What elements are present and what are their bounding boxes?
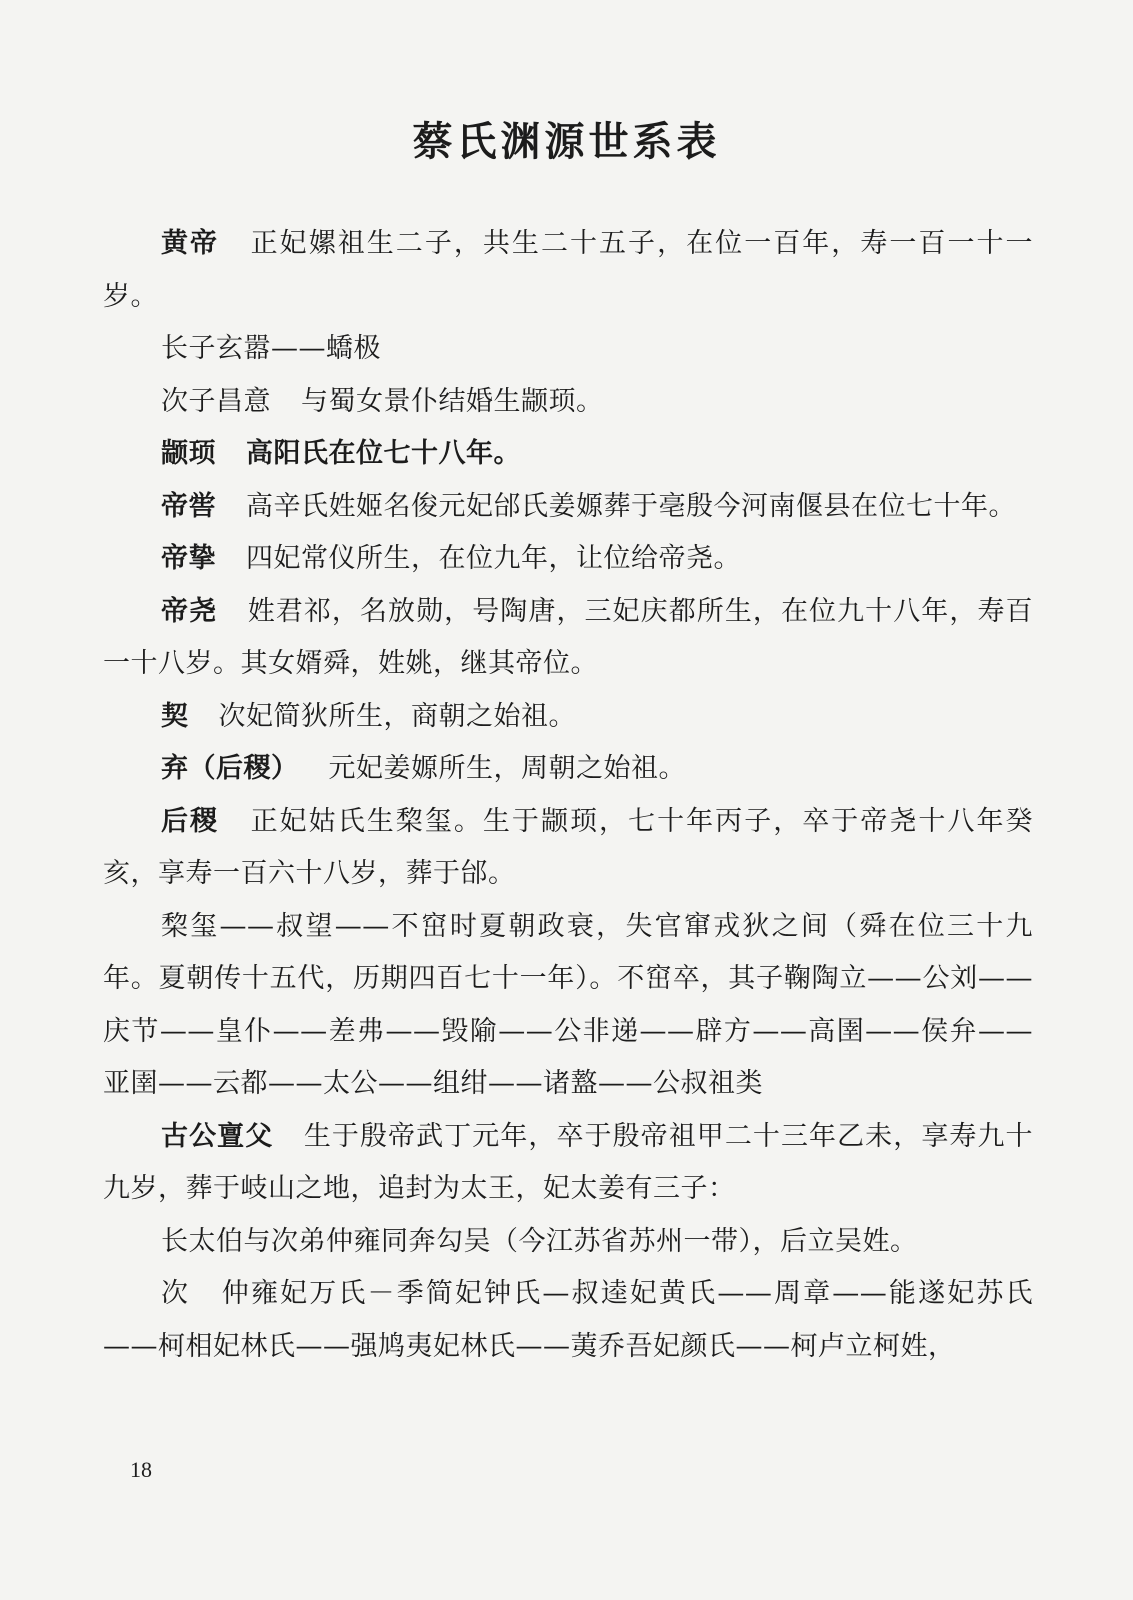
- entry-text: 仲雍妃万氏－季简妃钟氏—叔逵妃黄氏——周章——能遂妃苏氏——柯相妃林氏——强鸠夷妃林氏——荑乔吾妃颜氏——柯卢立柯姓，: [103, 1278, 1034, 1362]
- entry-diyao: [103, 586, 1033, 691]
- entry-text: 长太伯与次弟仲雍同奔勾吴（今江苏省苏州一带），后立吴姓。: [161, 1225, 918, 1257]
- entry-changyi: [103, 376, 1033, 429]
- page-number: 18: [130, 1457, 152, 1482]
- entry-text: 正妃嫘祖生二子，共生二十五子，在位一百年，寿一百一十一岁。: [103, 228, 1034, 312]
- entry-text: 姓君祁，名放勋，号陶唐，三妃庆都所生，在位九十八年，寿百一十八岁。其女婿舜，姓姚，继其帝位。: [103, 595, 1034, 679]
- entry-head: 长子玄嚣——蟜极: [161, 333, 381, 364]
- entry-gugong-danfu: [103, 1111, 1033, 1216]
- entry-houji: [103, 796, 1033, 901]
- entry-text: 与蜀女景仆结婚生颛顼。: [301, 385, 604, 417]
- entry-zhuanxu: [103, 428, 1033, 481]
- entry-text: 次妃简狄所生，商朝之始祖。: [218, 700, 576, 732]
- genealogy-content: [103, 218, 1033, 1373]
- entry-head: 次子昌意: [161, 385, 271, 417]
- entry-diku: [103, 481, 1033, 534]
- entry-taibo: [103, 1216, 1033, 1269]
- entry-zhongyong: [103, 1268, 1033, 1373]
- entry-head: 帝挚: [161, 543, 216, 574]
- entry-head: 后稷: [161, 805, 220, 837]
- entry-text: 元妃姜嫄所生，周朝之始祖。: [328, 753, 686, 784]
- entry-text: 高辛氏姓姬名俊元妃邰氏姜嫄葬于亳殷今河南偃县在位七十年。: [246, 490, 1016, 522]
- entry-head: 帝喾: [161, 490, 216, 522]
- entry-qi: [103, 691, 1033, 744]
- entry-text: 棃玺——叔望——不窋时夏朝政衰，失官窜戎狄之间（舜在位三十九年。夏朝传十五代，历期四百七十一年）。不窋卒，其子鞠陶立——公刘——庆节——皇仆——差弗——毁隃——公非递——辟方——高圉——侯弁——亚圉——云都——太公——组绀——诸盩——公叔祖类: [103, 910, 1033, 1099]
- entry-qi-houji: [103, 743, 1033, 796]
- entry-head: 帝尧: [161, 595, 218, 627]
- entry-head: 次: [161, 1278, 191, 1309]
- entry-xuanxiao: [103, 323, 1033, 376]
- entry-head: 弃（后稷）: [161, 753, 299, 784]
- page-title: 蔡氏渊源世系表: [412, 118, 721, 165]
- entry-text: 生于殷帝武丁元年，卒于殷帝祖甲二十三年乙未，享寿九十九岁，葬于岐山之地，追封为太王，妃太姜有三子：: [103, 1120, 1034, 1204]
- entry-text: 四妃常仪所生，在位九年，让位给帝尧。: [246, 543, 741, 574]
- entry-text: 高阳氏在位七十八年。: [246, 438, 521, 469]
- entry-lineage-chain: [103, 901, 1033, 1111]
- entry-huangdi: [103, 218, 1033, 323]
- entry-head: 黄帝: [161, 228, 220, 259]
- entry-head: 颛顼: [161, 438, 216, 469]
- entry-dizhi: [103, 533, 1033, 586]
- entry-head: 古公亶父: [161, 1120, 274, 1152]
- entry-head: 契: [161, 700, 189, 732]
- entry-text: 正妃姑氏生棃玺。生于颛顼，七十年丙子，卒于帝尧十八年癸亥，享寿一百六十八岁，葬于邰。: [103, 805, 1034, 889]
